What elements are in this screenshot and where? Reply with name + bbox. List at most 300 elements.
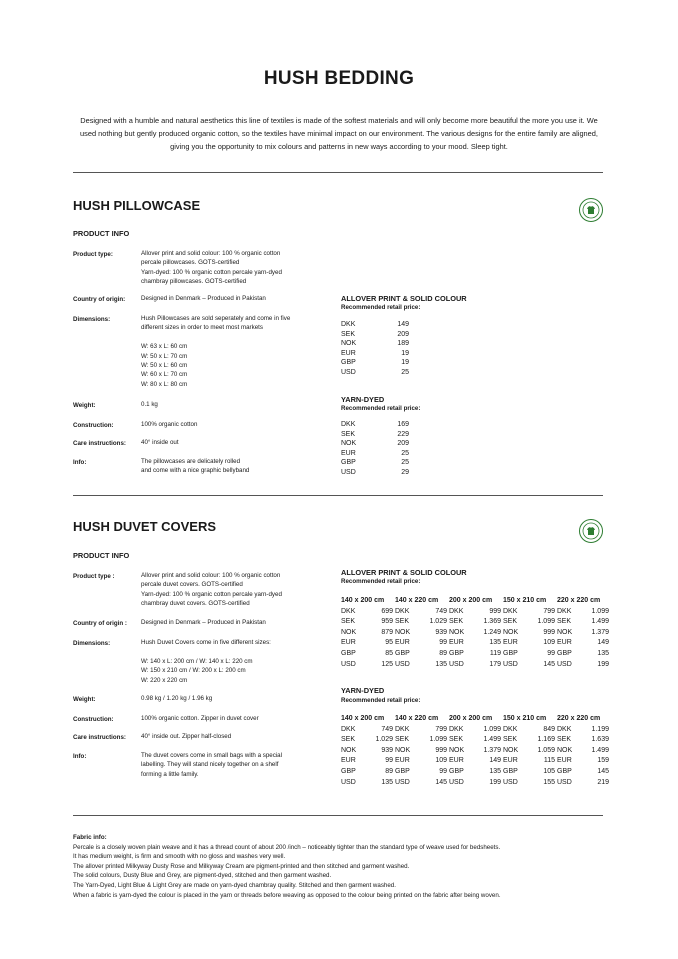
currency-code: DKK: [341, 421, 356, 428]
price-row: [449, 756, 501, 767]
size-header: 220 x 220 cm: [557, 597, 601, 604]
currency-code: USD: [557, 778, 572, 786]
price-row: [341, 628, 393, 639]
info-value-line: forming a little family.: [141, 770, 199, 778]
currency-code: GBP: [341, 767, 356, 775]
price-amount: 1.499: [591, 618, 609, 626]
price-row: [503, 756, 555, 767]
size-column: [557, 714, 609, 788]
info-value: [141, 314, 290, 389]
info-value: [141, 571, 282, 609]
info-value-line: Hush Pillowcases are sold seperately and come in five: [141, 315, 291, 322]
price-amount: 95: [385, 639, 393, 647]
price-amount: 1.379: [591, 628, 609, 636]
info-value: [141, 694, 212, 703]
currency-code: EUR: [557, 639, 572, 647]
price-row: [449, 746, 501, 757]
price-row: [341, 767, 393, 778]
currency-code: SEK: [449, 736, 464, 744]
price-row: [503, 735, 555, 746]
price-row: [449, 735, 501, 746]
price-amount: 1.099: [591, 607, 609, 615]
price-row: [395, 746, 447, 757]
info-label: Weight:: [73, 696, 96, 703]
price-amount: 699: [381, 607, 393, 615]
info-value-line: 100% organic cotton: [141, 421, 198, 428]
intro-paragraph: Designed with a humble and natural aesthetics this line of textiles is made of the softest materials and will only become more beautiful the more you use it. We used nothing but gently produced organic cotton, so the textiles have minimal impact on our environment. The various designs for the entire family are aligned, giving you the opportunity to mix colours and patterns in new ways according to your mood. Sleep tight.: [80, 116, 598, 151]
price-amount: 1.059: [537, 746, 555, 754]
price-amount: 879: [381, 628, 393, 636]
price-row: [557, 638, 609, 649]
price-amount: 749: [435, 607, 447, 615]
currency-code: GBP: [341, 459, 356, 467]
info-value-line: W: 63 x L: 60 cm: [141, 343, 188, 351]
info-value-line: Allover print and solid colour: 100 % organic cotton: [141, 250, 281, 257]
price-row: [557, 660, 609, 671]
price-row: [395, 778, 447, 789]
price-row: [395, 756, 447, 767]
price-amount: 115: [543, 757, 555, 765]
currency-code: DKK: [503, 607, 518, 615]
currency-code: USD: [341, 368, 356, 376]
fabric-info-line: The solid colours, Dusty Blue and Grey, are pigment-dyed, stitched and then garment washed.: [73, 872, 332, 880]
size-header: 200 x 200 cm: [449, 715, 493, 722]
price-row: [341, 430, 409, 440]
duvet-yarn-heading: YARN-DYED: [341, 686, 385, 695]
price-amount: 85: [385, 649, 393, 657]
price-amount: 749: [381, 725, 393, 733]
price-amount: 145: [543, 660, 555, 668]
price-row: [449, 725, 501, 736]
price-amount: 959: [381, 618, 393, 626]
currency-code: EUR: [341, 349, 356, 357]
currency-code: SEK: [341, 330, 356, 338]
price-row: [449, 649, 501, 660]
price-row: [557, 617, 609, 628]
price-row: [503, 607, 555, 618]
price-row: [395, 628, 447, 639]
price-row: [503, 649, 555, 660]
price-row: [503, 725, 555, 736]
currency-code: DKK: [449, 725, 464, 733]
info-label: Country of origin:: [73, 296, 126, 303]
price-amount: 169: [397, 421, 409, 428]
info-value-line: Designed in Denmark – Produced in Pakistan: [141, 619, 266, 626]
size-column: [395, 596, 447, 670]
price-row: [341, 468, 409, 478]
info-value: [141, 400, 158, 409]
price-row: [557, 756, 609, 767]
currency-code: NOK: [395, 746, 411, 754]
price-row: [503, 638, 555, 649]
price-amount: 109: [435, 757, 447, 765]
divider: [73, 815, 603, 816]
price-row: [341, 339, 409, 349]
currency-code: NOK: [341, 440, 357, 448]
price-row: [557, 649, 609, 660]
price-row: [341, 349, 409, 359]
currency-code: EUR: [503, 639, 518, 647]
info-value-line: W: 60 x L: 70 cm: [141, 371, 188, 379]
currency-code: NOK: [341, 340, 357, 348]
price-row: [341, 368, 409, 378]
currency-code: EUR: [449, 639, 464, 647]
price-amount: 1.249: [483, 628, 501, 636]
size-column: [341, 596, 393, 670]
price-amount: 939: [435, 628, 447, 636]
info-value-line: and come with a nice graphic bellyband: [141, 467, 250, 475]
size-column: [503, 714, 555, 788]
price-row: [395, 607, 447, 618]
price-amount: 199: [489, 778, 501, 786]
currency-code: USD: [449, 778, 464, 786]
price-row: [395, 617, 447, 628]
price-row: [449, 660, 501, 671]
currency-code: DKK: [341, 321, 356, 328]
price-row: [341, 420, 409, 430]
currency-code: SEK: [395, 618, 410, 626]
price-row: [341, 660, 393, 671]
currency-code: EUR: [341, 757, 356, 765]
price-amount: 1.199: [591, 725, 609, 733]
price-amount: 29: [401, 468, 409, 476]
info-value-line: 40° inside out: [141, 439, 179, 446]
currency-code: GBP: [449, 767, 464, 775]
price-amount: 799: [435, 725, 447, 733]
price-amount: 179: [489, 660, 501, 668]
info-value-line: percale duvet covers. GOTS-certified: [141, 581, 243, 589]
fabric-info-line: Percale is a closely woven plain weave and it has a thread count of about 200 /inch – noticeably tighter than the standard type of weave used for bedsheets.: [73, 843, 501, 851]
currency-code: SEK: [557, 736, 572, 744]
currency-code: USD: [341, 778, 356, 786]
pillowcase-yarn-heading: YARN-DYED: [341, 395, 385, 404]
price-row: [557, 767, 609, 778]
info-label: Country of origin :: [73, 620, 127, 627]
currency-code: EUR: [341, 449, 356, 457]
price-row: [341, 607, 393, 618]
info-label: Product type :: [73, 573, 115, 580]
currency-code: DKK: [395, 725, 410, 733]
price-amount: 135: [489, 639, 501, 647]
price-row: [395, 638, 447, 649]
price-row: [341, 439, 409, 449]
currency-code: SEK: [503, 736, 518, 744]
price-amount: 219: [597, 778, 609, 786]
size-header: 150 x 210 cm: [503, 715, 547, 722]
price-amount: 1.029: [375, 736, 393, 744]
currency-code: SEK: [503, 618, 518, 626]
pillowcase-allover-heading: ALLOVER PRINT & SOLID COLOUR: [341, 294, 467, 303]
info-value-line: Yarn-dyed: 100 % organic cotton percale yarn-dyed: [141, 590, 282, 598]
info-label: Info:: [73, 753, 87, 760]
price-amount: 1.379: [483, 746, 501, 754]
currency-code: SEK: [341, 618, 356, 626]
size-header: 200 x 200 cm: [449, 597, 493, 604]
info-label: Dimensions:: [73, 316, 111, 323]
info-label: Construction:: [73, 422, 114, 429]
currency-code: EUR: [395, 757, 410, 765]
currency-code: GBP: [503, 767, 518, 775]
currency-code: SEK: [395, 736, 410, 744]
price-amount: 209: [397, 330, 409, 338]
info-value: [141, 618, 266, 627]
info-value-line: Hush Duvet Covers come in five different sizes:: [141, 639, 271, 646]
price-amount: 109: [543, 639, 555, 647]
price-amount: 799: [543, 607, 555, 615]
price-amount: 209: [397, 440, 409, 448]
size-column: [503, 596, 555, 670]
price-amount: 99: [547, 649, 555, 657]
info-label: Care instructions:: [73, 440, 126, 447]
price-row: [557, 778, 609, 789]
price-row: [449, 617, 501, 628]
price-amount: 999: [435, 746, 447, 754]
price-row: [341, 358, 409, 368]
pillowcase-yarn-price-table: [341, 420, 409, 478]
info-value-line: W: 50 x L: 70 cm: [141, 352, 188, 360]
currency-code: USD: [341, 468, 356, 476]
price-row: [449, 628, 501, 639]
price-row: [341, 725, 393, 736]
info-label: Info:: [73, 459, 87, 466]
price-amount: 135: [381, 778, 393, 786]
price-amount: 25: [401, 459, 409, 467]
fabric-info-line: The Yarn-Dyed, Light Blue & Light Grey are made on yarn-dyed chambray quality. Stitched and then garment washed.: [73, 881, 396, 889]
price-amount: 135: [597, 649, 609, 657]
price-amount: 89: [385, 767, 393, 775]
price-row: [395, 649, 447, 660]
price-row: [503, 617, 555, 628]
currency-code: DKK: [449, 607, 464, 615]
price-row: [557, 746, 609, 757]
info-value: [141, 732, 231, 741]
price-amount: 199: [597, 660, 609, 668]
price-row: [557, 725, 609, 736]
currency-code: USD: [395, 660, 410, 668]
fabric-info-heading: Fabric info:: [73, 834, 107, 841]
currency-code: SEK: [341, 736, 356, 744]
price-amount: 155: [543, 778, 555, 786]
price-amount: 149: [489, 757, 501, 765]
currency-code: GBP: [449, 649, 464, 657]
duvet-yarn-subheading: Recommended retail price:: [341, 697, 421, 704]
price-row: [449, 778, 501, 789]
info-value-line: [141, 333, 290, 342]
info-value-line: W: 50 x L: 60 cm: [141, 362, 188, 370]
price-amount: 1.499: [591, 746, 609, 754]
price-amount: 19: [401, 349, 409, 357]
duvet-allover-price-grid: [341, 596, 611, 668]
currency-code: NOK: [341, 746, 357, 754]
price-row: [395, 735, 447, 746]
currency-code: EUR: [395, 639, 410, 647]
currency-code: DKK: [503, 725, 518, 733]
currency-code: EUR: [503, 757, 518, 765]
price-amount: 1.169: [537, 736, 555, 744]
price-amount: 939: [381, 746, 393, 754]
currency-code: EUR: [557, 757, 572, 765]
price-row: [341, 756, 393, 767]
duvet-product-info-heading: PRODUCT INFO: [73, 551, 130, 560]
price-row: [341, 778, 393, 789]
info-value-line: W: 80 x L: 80 cm: [141, 380, 188, 388]
currency-code: SEK: [449, 618, 464, 626]
size-header: 220 x 220 cm: [557, 715, 601, 722]
size-column: [341, 714, 393, 788]
currency-code: NOK: [557, 746, 573, 754]
info-value: [141, 294, 266, 303]
size-header: 150 x 210 cm: [503, 597, 547, 604]
size-column: [449, 596, 501, 670]
currency-code: EUR: [449, 757, 464, 765]
price-amount: 145: [597, 767, 609, 775]
price-row: [341, 458, 409, 468]
price-amount: 99: [439, 767, 447, 775]
price-amount: 229: [397, 430, 409, 438]
currency-code: NOK: [503, 746, 519, 754]
price-amount: 1.099: [429, 736, 447, 744]
info-value: [141, 714, 259, 723]
size-header: 140 x 200 cm: [341, 597, 385, 604]
info-label: Weight:: [73, 402, 96, 409]
price-amount: 159: [597, 757, 609, 765]
price-row: [341, 638, 393, 649]
info-value-line: The duvet covers come in small bags with a special: [141, 752, 283, 759]
fabric-info-line: It has medium weight, is firm and smooth with no gloss and washes very well.: [73, 853, 286, 861]
price-row: [341, 449, 409, 459]
info-label: Product type:: [73, 251, 113, 258]
price-row: [341, 746, 393, 757]
currency-code: GBP: [557, 767, 572, 775]
currency-code: USD: [557, 660, 572, 668]
price-amount: 145: [435, 778, 447, 786]
gots-organic-badge-icon: [579, 519, 603, 543]
price-amount: 1.029: [429, 618, 447, 626]
size-column: [449, 714, 501, 788]
info-value-line: [141, 647, 271, 656]
info-value-line: Allover print and solid colour: 100 % organic cotton: [141, 572, 281, 579]
currency-code: DKK: [395, 607, 410, 615]
pillowcase-allover-price-table: [341, 320, 409, 378]
info-value-line: chambray pillowcases. GOTS-certified: [141, 278, 247, 286]
currency-code: DKK: [557, 725, 572, 733]
price-amount: 1.639: [591, 736, 609, 744]
price-row: [557, 607, 609, 618]
info-value: [141, 420, 197, 429]
info-label: Construction:: [73, 716, 114, 723]
gots-organic-badge-icon: [579, 198, 603, 222]
currency-code: NOK: [449, 628, 465, 636]
info-value-line: W: 150 x 210 cm / W: 200 x L: 200 cm: [141, 667, 246, 675]
info-value: [141, 751, 282, 779]
info-value-line: Designed in Denmark – Produced in Pakistan: [141, 295, 266, 302]
currency-code: DKK: [341, 725, 356, 733]
info-label: Dimensions:: [73, 640, 111, 647]
currency-code: NOK: [503, 628, 519, 636]
currency-code: GBP: [341, 649, 356, 657]
price-amount: 189: [397, 340, 409, 348]
price-row: [557, 628, 609, 639]
currency-code: NOK: [449, 746, 465, 754]
currency-code: USD: [449, 660, 464, 668]
currency-code: GBP: [395, 767, 410, 775]
currency-code: NOK: [341, 628, 357, 636]
currency-code: NOK: [557, 628, 573, 636]
price-row: [395, 660, 447, 671]
duvet-allover-heading: ALLOVER PRINT & SOLID COLOUR: [341, 568, 467, 577]
price-amount: 1.499: [483, 736, 501, 744]
size-header: 140 x 200 cm: [341, 715, 385, 722]
price-row: [341, 649, 393, 660]
info-value: [141, 638, 271, 685]
info-value: [141, 438, 179, 447]
currency-code: DKK: [341, 607, 356, 615]
price-row: [395, 767, 447, 778]
price-amount: 25: [401, 368, 409, 376]
price-row: [341, 330, 409, 340]
fabric-info: [73, 833, 603, 900]
pillowcase-heading: HUSH PILLOWCASE: [73, 198, 201, 213]
info-value-line: different sizes in order to meet most markets: [141, 324, 263, 332]
size-column: [557, 596, 609, 670]
price-row: [395, 725, 447, 736]
info-value-line: Yarn-dyed: 100 % organic cotton percale yarn-dyed: [141, 268, 282, 276]
duvet-allover-subheading: Recommended retail price:: [341, 578, 421, 585]
duvet-heading: HUSH DUVET COVERS: [73, 519, 217, 534]
price-row: [341, 320, 409, 330]
size-column: [395, 714, 447, 788]
price-amount: 149: [597, 639, 609, 647]
size-header: 140 x 220 cm: [395, 597, 439, 604]
price-amount: 105: [543, 767, 555, 775]
currency-code: GBP: [341, 359, 356, 367]
pillowcase-product-info-heading: PRODUCT INFO: [73, 229, 130, 238]
price-row: [449, 638, 501, 649]
price-amount: 25: [401, 449, 409, 457]
price-row: [503, 746, 555, 757]
price-amount: 19: [401, 359, 409, 367]
info-value-line: 100% organic cotton. Zipper in duvet cover: [141, 715, 259, 722]
info-value: [141, 457, 249, 476]
price-row: [503, 660, 555, 671]
price-row: [449, 607, 501, 618]
price-amount: 849: [543, 725, 555, 733]
price-row: [449, 767, 501, 778]
fabric-info-line: The allover printed Milkyway Dusty Rose and Milkyway Cream are pigment-printed and then stitched and garment washed.: [73, 862, 410, 870]
price-row: [503, 628, 555, 639]
price-amount: 99: [385, 757, 393, 765]
price-amount: 1.099: [483, 725, 501, 733]
info-value-line: 0.98 kg / 1.20 kg / 1.96 kg: [141, 695, 213, 702]
info-value-line: The pillowcases are delicately rolled: [141, 458, 241, 465]
info-value-line: W: 140 x L: 200 cm / W: 140 x L: 220 cm: [141, 657, 253, 665]
price-amount: 135: [489, 767, 501, 775]
pillowcase-yarn-subheading: Recommended retail price:: [341, 405, 421, 412]
size-header: 140 x 220 cm: [395, 715, 439, 722]
price-row: [341, 735, 393, 746]
price-amount: 999: [489, 607, 501, 615]
price-amount: 119: [489, 649, 501, 657]
info-value-line: percale pillowcases. GOTS-certified: [141, 259, 240, 267]
info-value-line: labelling. They will stand nicely together on a shelf: [141, 761, 279, 769]
price-amount: 99: [439, 639, 447, 647]
currency-code: EUR: [341, 639, 356, 647]
currency-code: GBP: [503, 649, 518, 657]
currency-code: SEK: [341, 430, 356, 438]
price-amount: 125: [381, 660, 393, 668]
info-value-line: 40° inside out. Zipper half-closed: [141, 733, 232, 740]
info-value-line: W: 220 x 220 cm: [141, 676, 188, 684]
